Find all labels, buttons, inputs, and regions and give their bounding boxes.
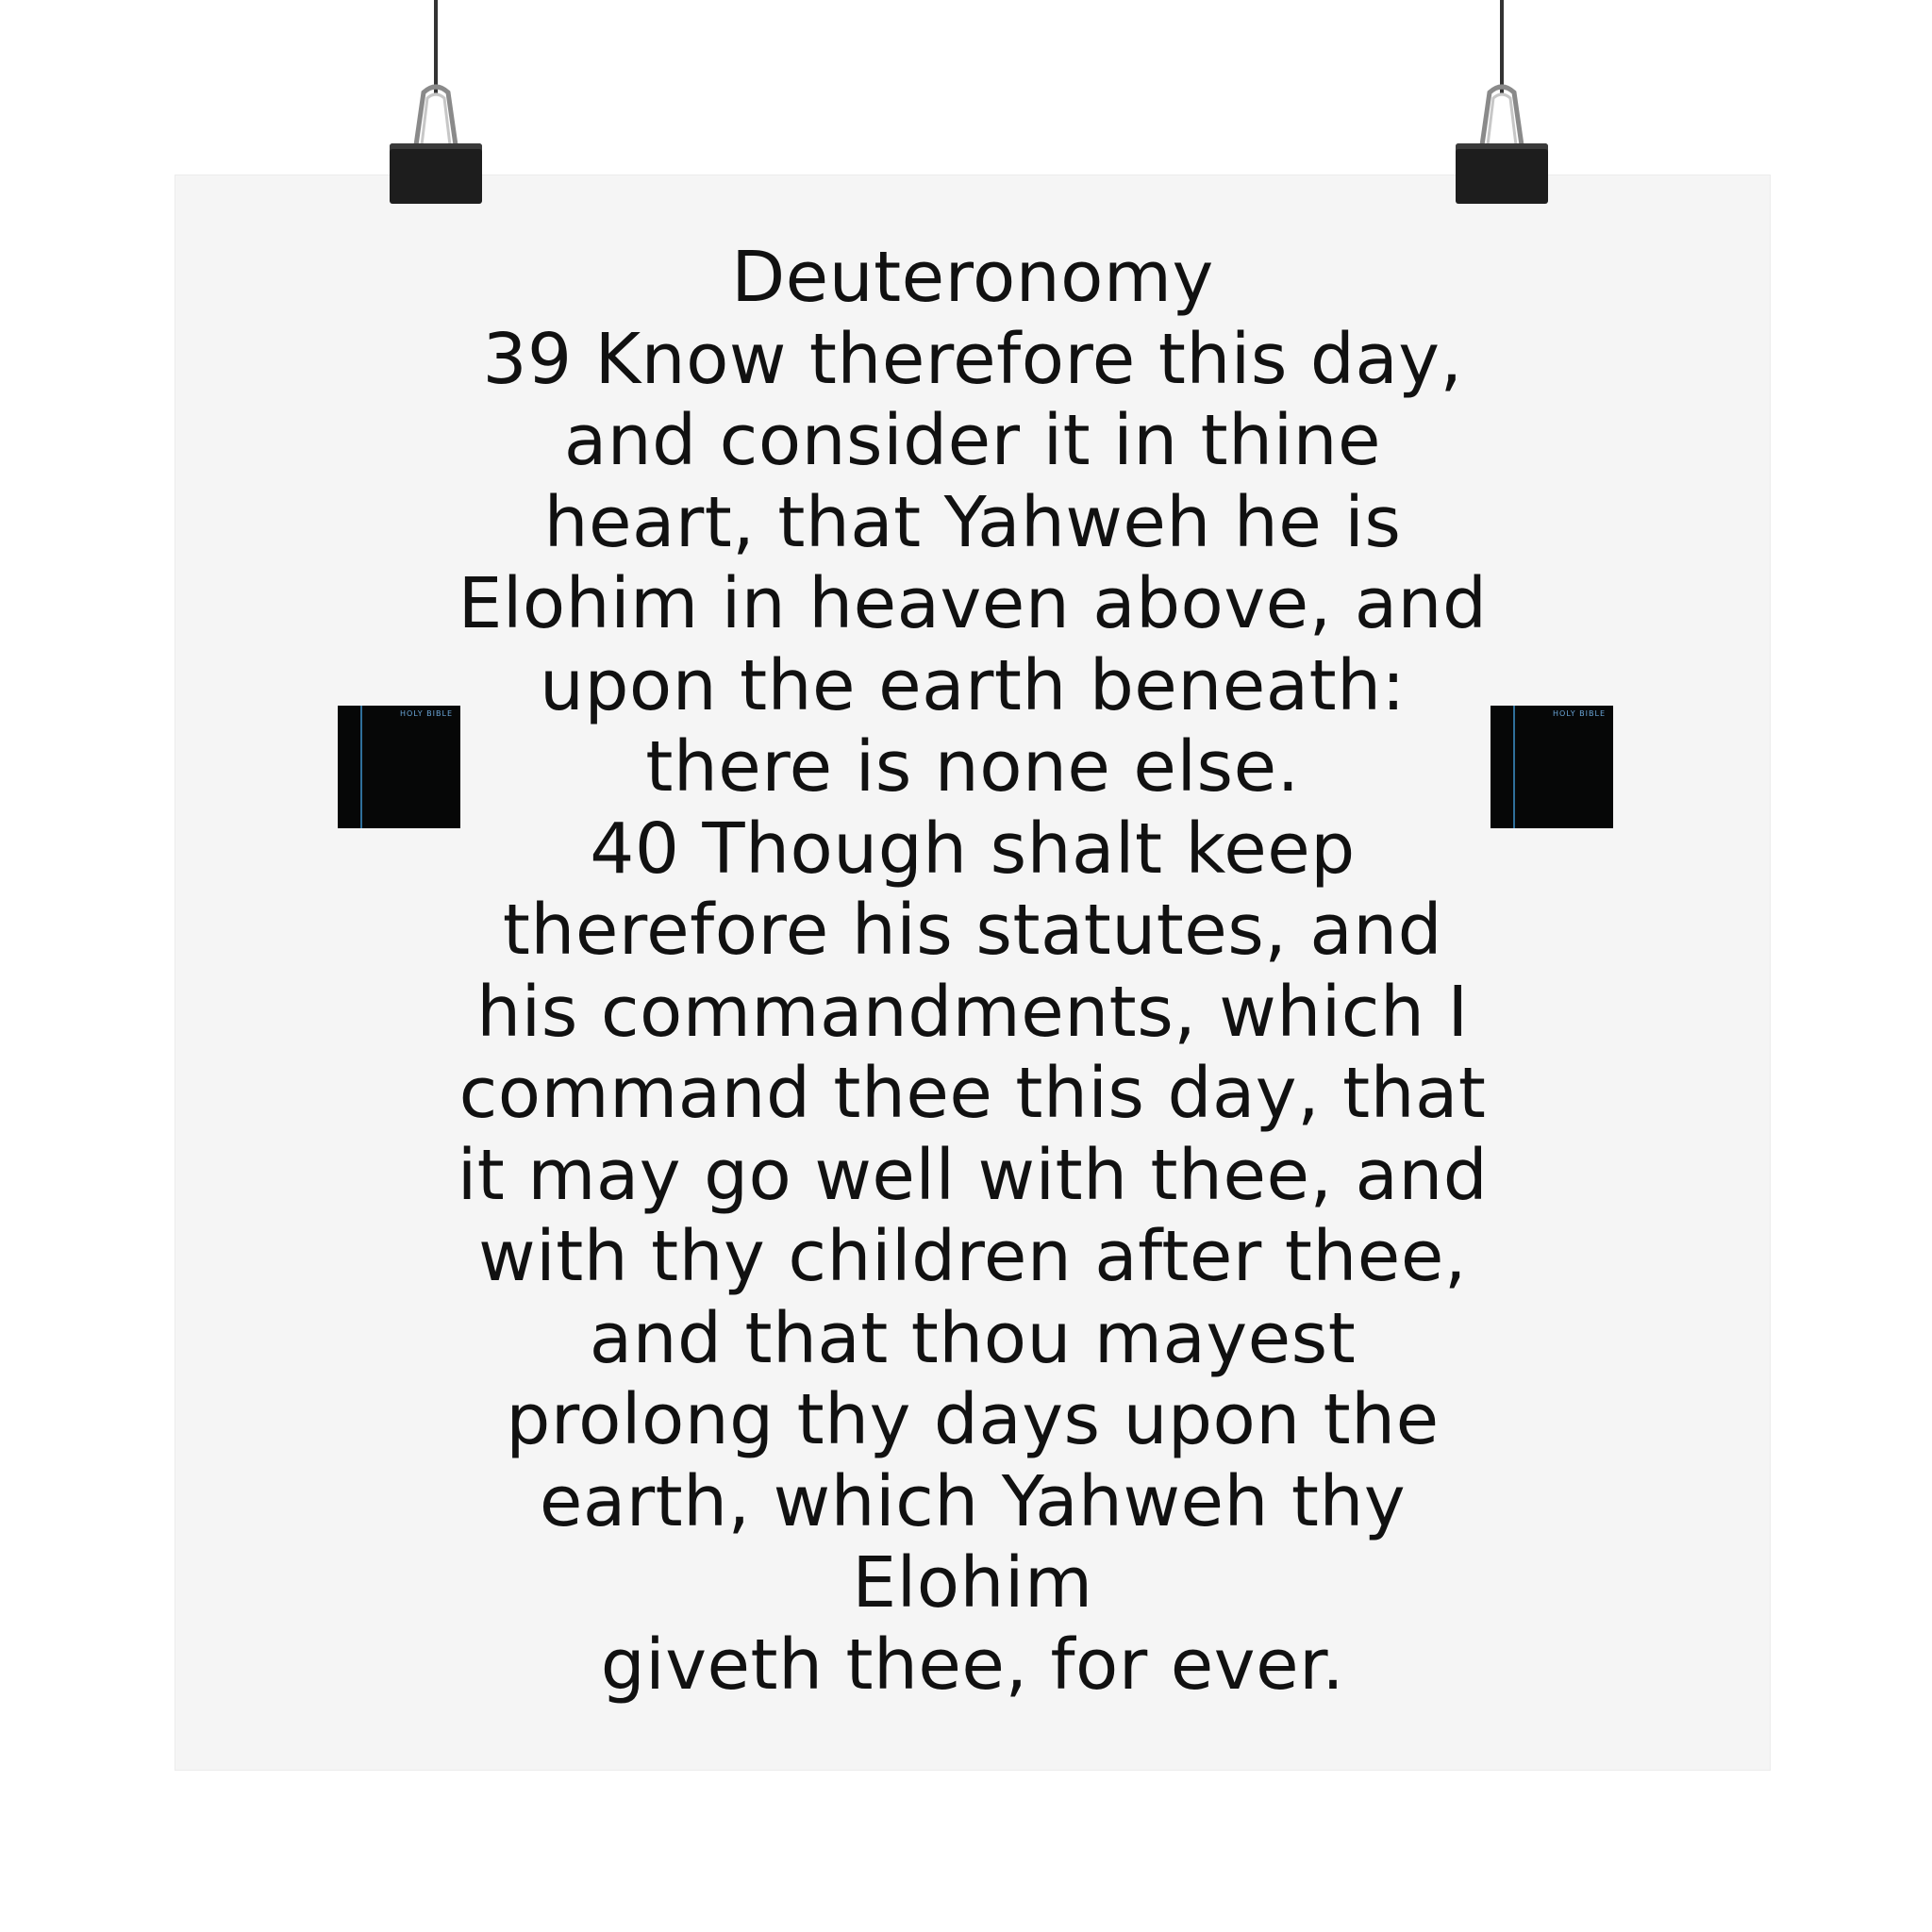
binder-clip-icon bbox=[410, 83, 461, 147]
verse-line: Elohim bbox=[852, 1542, 1093, 1624]
hanging-wire-left bbox=[434, 0, 438, 94]
verse-line: 40 Though shalt keep bbox=[590, 808, 1356, 890]
verse-line: Elohim in heaven above, and bbox=[458, 563, 1488, 644]
poster-sheet bbox=[175, 175, 1771, 1771]
bible-thumbnail-left bbox=[338, 706, 460, 828]
verse-line: giveth thee, for ever. bbox=[600, 1624, 1345, 1706]
thumbnail-label: HOLY BIBLE bbox=[400, 709, 453, 718]
verse-line: it may go well with thee, and bbox=[457, 1134, 1489, 1216]
verse-line: and that thou mayest bbox=[589, 1297, 1357, 1379]
verse-line: 39 Know therefore this day, bbox=[482, 318, 1463, 400]
verse-line: and consider it in thine bbox=[563, 400, 1382, 481]
poster-heading: Deuteronomy bbox=[731, 237, 1214, 318]
verse-line: earth, which Yahweh thy bbox=[539, 1460, 1407, 1542]
binder-clip-icon bbox=[1476, 83, 1527, 147]
bible-thumbnail-right bbox=[1491, 706, 1613, 828]
verse-line: there is none else. bbox=[645, 726, 1300, 808]
binder-clip-body bbox=[1456, 143, 1548, 204]
verse-line: prolong thy days upon the bbox=[506, 1379, 1440, 1460]
book-spine-line bbox=[1513, 706, 1515, 828]
thumbnail-label: HOLY BIBLE bbox=[1553, 709, 1606, 718]
book-spine-line bbox=[360, 706, 362, 828]
verse-line: heart, that Yahweh he is bbox=[543, 481, 1402, 563]
verse-line: his commandments, which I bbox=[476, 971, 1469, 1053]
scripture-text bbox=[175, 237, 1770, 1706]
binder-clip-body bbox=[390, 143, 482, 204]
verse-line: command thee this day, that bbox=[458, 1053, 1487, 1134]
verse-line: upon the earth beneath: bbox=[540, 644, 1406, 726]
hanging-wire-right bbox=[1500, 0, 1504, 94]
verse-line: therefore his statutes, and bbox=[502, 890, 1443, 971]
verse-line: with thy children after thee, bbox=[478, 1216, 1467, 1297]
